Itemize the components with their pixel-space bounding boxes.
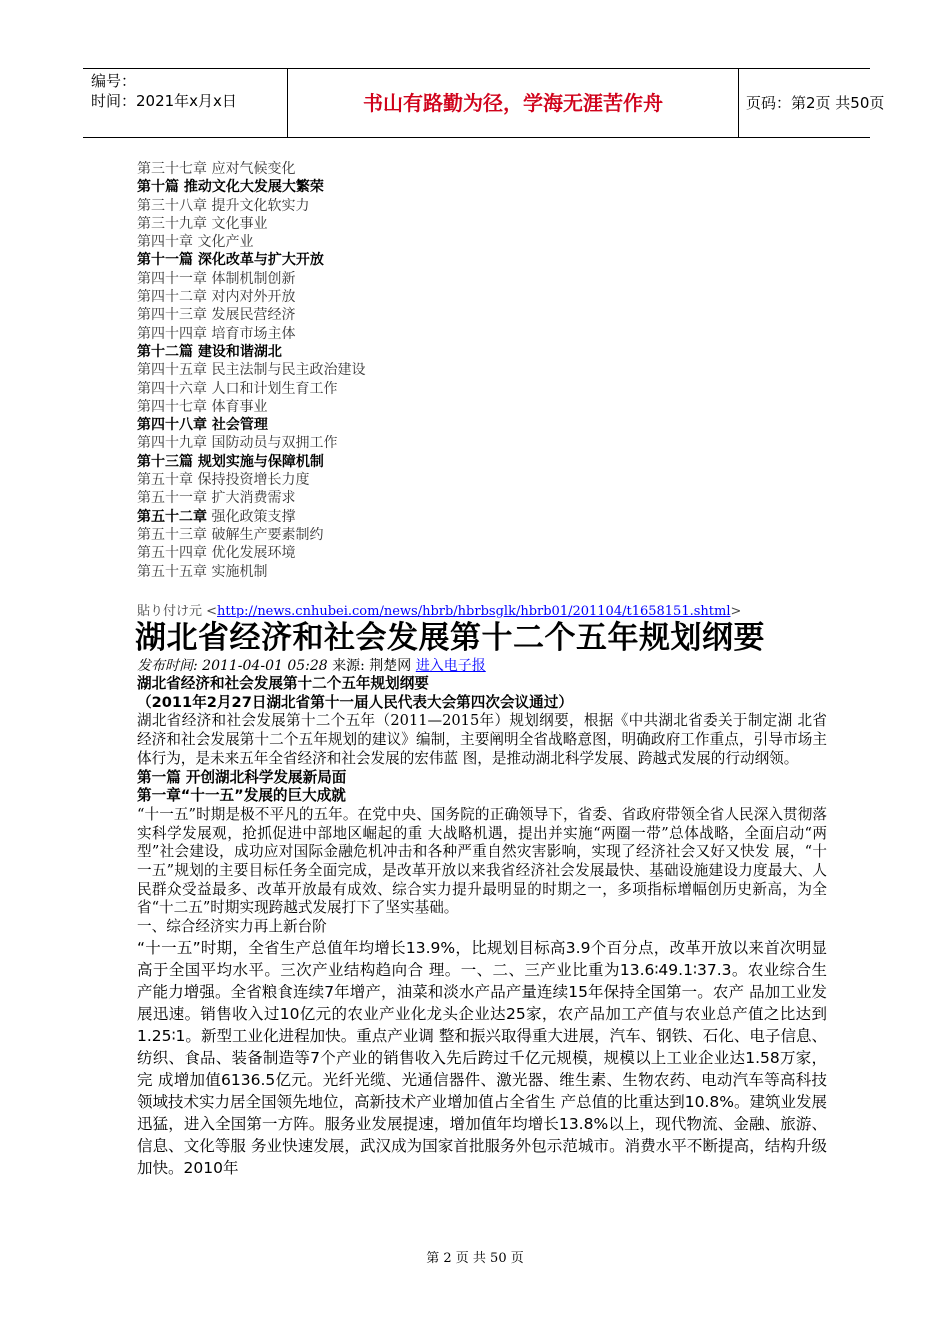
toc-item: 第四十四章 培育市场主体 [137, 325, 296, 342]
article-title: 湖北省经济和社会发展第十二个五年规划纲要 [135, 620, 765, 656]
paragraph: “十一五”时期是极不平凡的五年。在党中央、国务院的正确领导下，省委、省政府带领全省人民深入贯彻落实科学发展观，抢抓促进中部地区崛起的重 大战略机遇，提出并实施“两圈一带”总体战略，全面启动“两型”社会建设，成功应对国际金融危机冲击和各种严重自然灾害影响，实现了经济社会又好又快发 展，“十一五”规划的主要目标任务全面完成，是改革开放以来我省经济社会发展最快、基础设施建设力度最大、人民群众受益最多、改革开放最有成效、综合实力提升最明显的时期之一，多项指标增幅创历史新高，为全省“十二五”时期实现跨越式发展打下了坚实基础。 [137, 805, 827, 917]
article-source: 来源: 荆楚网 [327, 658, 416, 674]
toc-item: 第四十八章 社会管理 [137, 417, 268, 434]
toc-item: 第四十五章 民主法制与民主政治建设 [137, 362, 366, 379]
publish-time: : 2011-04-01 05:28 [193, 658, 328, 674]
page-footer: 第 2 页 共 50 页 [426, 1251, 524, 1266]
source-line [137, 600, 741, 619]
article-subtitle: 湖北省经济和社会发展第十二个五年规划纲要 [137, 675, 429, 692]
source-link[interactable]: http://news.cnhubei.com/news/hbrb/hbrbsglk/hbrb01/201104/t1658151.shtml [217, 604, 731, 619]
paragraph: “十一五”时期，全省生产总值年均增长13.9%，比规划目标高3.9个百分点，改革开放以来首次明显高于全国平均水平。三次产业结构趋向合 理。一、二、三产业比重为13.6∶49.1∶37.3。农业综合生产能力增强。全省粮食连续7年增产，油菜和淡水产品产量连续15年保持全国第一。农产 品加工业发展迅速。销售收入过10亿元的农业产业化龙头企业达25家，农产品加工产值与农业总产值之比达到1.25∶1。新型工业化进程加快。重点产业调 整和振兴取得重大进展，汽车、钢铁、石化、电子信息、纺织、食品、装备制造等7个产业的销售收入先后跨过千亿元规模，规模以上工业企业达1.58万家，完 成增加值6136.5亿元。光纤光缆、光通信器件、激光器、维生素、生物农药、电动汽车等高科技领域技术实力居全国领先地位，高新技术产业增加值占全省生 产总值的比重达到10.8%。建筑业发展迅猛，进入全国第一方阵。服务业发展提速，增加值年均增长13.8%以上，现代物流、金融、旅游、信息、文化等服 务业快速发展，武汉成为国家首批服务外包示范城市。消费水平不断提高，结构升级加快。2010年 [137, 938, 827, 1177]
article-body [137, 675, 827, 1179]
toc-item: 第三十七章 应对气候变化 [137, 161, 296, 177]
toc-item: 第五十五章 实施机制 [137, 563, 268, 580]
table-of-contents [137, 160, 837, 581]
toc-item: 第五十一章 扩大消费需求 [137, 490, 296, 507]
toc-item: 第十三篇 规划实施与保障机制 [137, 453, 324, 470]
source-prefix: 貼り付け元 < [137, 604, 218, 619]
intro-paragraph: 湖北省经济和社会发展第十二个五年（2011—2015年）规划纲要，根据《中共湖北省委关于制定湖 北省经济和社会发展第十二个五年规划的建议》编制，主要阐明全省战略意图，明确政府工作重点，引导市场主体行为，是未来五年全省经济和社会发展的宏伟蓝 图，是推动湖北科学发展、跨越式发展的行动纲领。 [137, 712, 827, 767]
header-motto: 书山有路勤为径，学海无涯苦作舟 [288, 69, 739, 137]
toc-item: 第五十三章 破解生产要素制约 [137, 526, 324, 543]
toc-item: 第四十二章 对内对外开放 [137, 289, 296, 306]
header-page-label: 页码：第2页 共50页 [746, 94, 885, 112]
toc-item: 第五十二章 强化政策支撑 [137, 508, 296, 525]
document-date-label: 时间：2021年x月x日 [91, 92, 237, 110]
toc-item: 第四十三章 发展民营经济 [137, 307, 296, 324]
section-heading: 一、综合经济实力再上新台阶 [137, 918, 327, 936]
toc-item: 第三十九章 文化事业 [137, 215, 268, 232]
toc-item: 第四十一章 体制机制创新 [137, 270, 296, 287]
toc-item: 第四十七章 体育事业 [137, 398, 268, 415]
document-number-label: 编号： [91, 72, 137, 90]
article-meta [137, 655, 486, 675]
article-subtitle-2: （2011年2月27日湖北省第十一届人民代表大会第四次会议通过） [137, 693, 573, 711]
toc-item: 第三十八章 提升文化软实力 [137, 197, 310, 214]
toc-item: 第四十章 文化产业 [137, 234, 254, 251]
part-heading: 第一篇 开创湖北科学发展新局面 [137, 768, 347, 786]
toc-item: 第十篇 推动文化大发展大繁荣 [137, 179, 324, 196]
publish-time-label: 发布时间 [137, 658, 193, 674]
chapter-heading: 第一章“十一五”发展的巨大成就 [137, 787, 346, 805]
toc-item: 第五十章 保持投资增长力度 [137, 472, 310, 489]
source-suffix: > [730, 604, 742, 619]
toc-item: 第四十六章 人口和计划生育工作 [137, 380, 338, 397]
toc-item: 第四十九章 国防动员与双拥工作 [137, 435, 338, 452]
page-header [83, 68, 885, 138]
epaper-link[interactable]: 进入电子报 [415, 658, 486, 674]
toc-item: 第十二篇 建设和谐湖北 [137, 343, 282, 360]
toc-item: 第十一篇 深化改革与扩大开放 [137, 252, 324, 269]
header-meta-cell [83, 69, 288, 137]
toc-item: 第五十四章 优化发展环境 [137, 545, 296, 562]
